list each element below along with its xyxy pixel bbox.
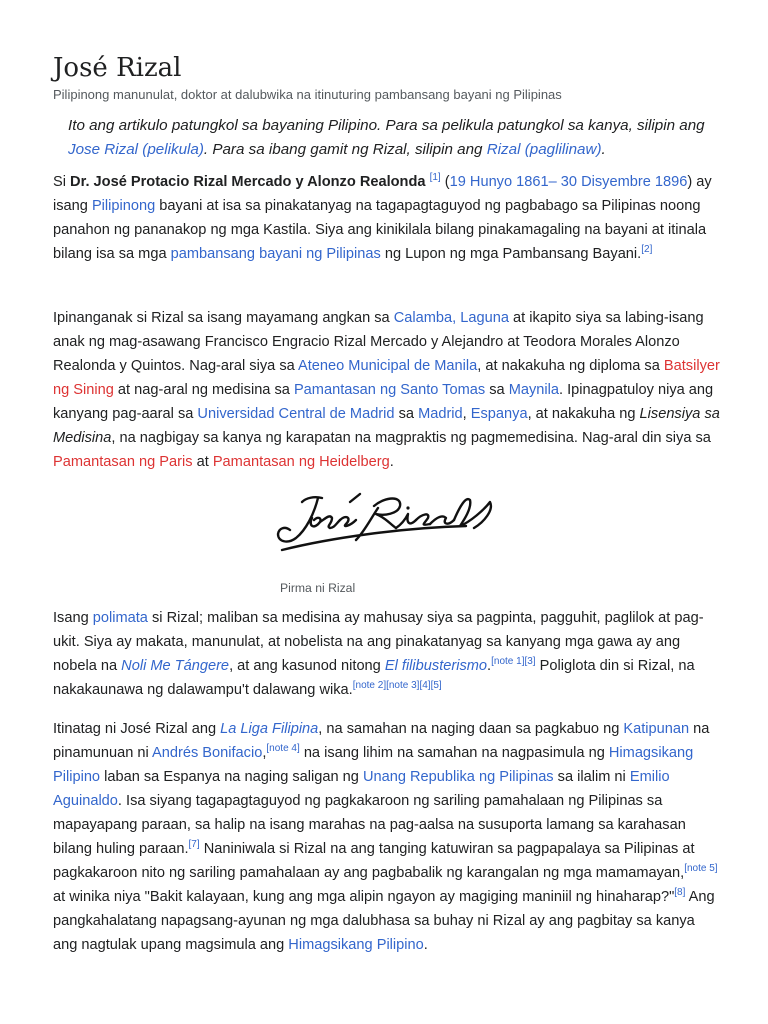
redlink-pamantasan-heidelberg[interactable]: Pamantasan ng Heidelberg bbox=[212, 454, 390, 470]
link-unang-republika[interactable]: Unang Republika ng Pilipinas bbox=[362, 769, 554, 785]
text: , bbox=[462, 406, 471, 422]
reference-link-3[interactable]: [3] bbox=[524, 656, 536, 668]
link-rizal-paglilinaw[interactable]: Rizal (paglilinaw) bbox=[486, 141, 602, 158]
text: , na nagbigay sa kanya ng karapatan na magpraktis ng pagmemedisina. Nag-aral din siya sa bbox=[111, 430, 711, 446]
text: Poliglota din si Rizal, na nakakaunawa ng dalawampu't dalawang wika. bbox=[53, 658, 695, 698]
signature-image bbox=[270, 484, 500, 564]
reference bbox=[491, 656, 535, 667]
reference-link-1[interactable]: [1] bbox=[429, 172, 441, 184]
reference-link-note-4[interactable]: [note 4] bbox=[266, 743, 300, 755]
link-jose-rizal-pelikula[interactable]: Jose Rizal (pelikula) bbox=[68, 141, 204, 158]
text: Ang pangkahalatang napagsang-ayunan ng mga dalubhasa sa buhay ni Rizal ay ang pagbitay sa kanya ang nagtulak upang magsimula ang bbox=[53, 889, 715, 953]
link-himagsikang-pilipino[interactable]: Himagsikang Pilipino bbox=[53, 745, 694, 785]
reference-link-8[interactable]: [8] bbox=[674, 887, 686, 899]
figure-caption: Pirma ni Rizal bbox=[280, 581, 356, 595]
link-emilio-aguinaldo[interactable]: Emilio Aguinaldo bbox=[53, 769, 670, 809]
text: ) ay isang bbox=[53, 174, 712, 214]
link-pilipinong[interactable]: Pilipinong bbox=[91, 198, 156, 214]
link-ateneo[interactable]: Ateneo Municipal de Manila bbox=[297, 358, 478, 374]
text: . bbox=[423, 937, 428, 953]
hatnote bbox=[68, 114, 728, 162]
link-maynila[interactable]: Maynila bbox=[508, 382, 559, 398]
signature-figure bbox=[270, 484, 510, 564]
paragraph-polymath bbox=[53, 606, 721, 702]
reference-link-4[interactable]: [4] bbox=[419, 680, 431, 692]
text: na pinamunuan ni bbox=[53, 721, 710, 761]
reference-link-note-3[interactable]: [note 3] bbox=[386, 680, 420, 692]
text: at winika niya "Bakit kalayaan, kung ang mga alipin ngayon ay magiging maniniil ng hinaharap?" bbox=[53, 889, 675, 905]
link-la-liga-filipina[interactable] bbox=[220, 721, 318, 737]
text: , at nakakuha ng diploma sa bbox=[477, 358, 664, 374]
reference bbox=[674, 887, 685, 898]
reference-link-2[interactable]: [2] bbox=[641, 244, 653, 256]
full-name: Dr. José Protacio Rizal Mercado y Alonzo Realonda bbox=[70, 174, 426, 190]
reference bbox=[430, 172, 441, 183]
link-calamba-laguna[interactable]: Calamba, Laguna bbox=[393, 310, 509, 326]
page-title: José Rizal bbox=[53, 53, 182, 83]
text: Naniniwala si Rizal na ang tanging katuwiran sa pagpapalaya sa Pilipinas at pagkakaroon nito ng sariling pamahalaan ay ang pagbabalik ng karangalan ng mga mamamayan, bbox=[53, 841, 695, 881]
text: na isang lihim na samahan na nagpasimula ng bbox=[299, 745, 609, 761]
link-polimata[interactable]: polimata bbox=[92, 610, 148, 626]
link-dates[interactable]: 19 Hunyo 1861– 30 Disyembre 1896 bbox=[449, 174, 688, 190]
text: sa ilalim ni bbox=[553, 769, 630, 785]
text: ( bbox=[440, 174, 450, 190]
text: , bbox=[262, 745, 267, 761]
noli-title: Noli Me Tángere bbox=[121, 658, 230, 674]
reference-link-note-2[interactable]: [note 2] bbox=[352, 680, 387, 692]
text: Itinatag ni José Rizal ang bbox=[53, 721, 221, 737]
link-madrid[interactable]: Madrid bbox=[418, 406, 463, 422]
text: si Rizal; maliban sa medisina ay mahusay siya sa pagpinta, pagguhit, paglilok at pag-ukit. Siya ay makata, manunulat, at nobelista na ang pinakatanyag sa kanyang mga gawa ay ang nobela na bbox=[53, 610, 704, 674]
link-noli-me-tangere[interactable] bbox=[121, 658, 229, 674]
hatnote-text: . bbox=[601, 141, 606, 158]
reference-link-5[interactable]: [5] bbox=[430, 680, 442, 692]
text: Ipinanganak si Rizal sa isang mayamang angkan sa bbox=[53, 310, 394, 326]
text: Isang bbox=[53, 610, 93, 626]
text: bayani at isa sa pinakatanyag na tagapagtaguyod ng pagbabago sa Pilipinas noong panahon ng pananakop ng mga Kastila. Siya ang kinikilala bilang pinakamagaling na bayani at itinala bilang isa sa mga bbox=[53, 198, 707, 262]
link-espanya[interactable]: Espanya bbox=[470, 406, 528, 422]
text: . Isa siyang tagapagtaguyod ng pagkakaroon ng sariling pamahalaan ng Pilipinas sa mapayapang paraan, sa halip na isang marahas na pag-aalsa na susuporta lamang sa karahasan bilang huling paraan. bbox=[53, 793, 686, 857]
text: laban sa Espanya na naging saligan ng bbox=[100, 769, 363, 785]
text: Si bbox=[53, 174, 71, 190]
redlink-pamantasan-paris[interactable]: Pamantasan ng Paris bbox=[53, 454, 193, 470]
text: , at nakakuha ng bbox=[527, 406, 640, 422]
text: . Ipinagpatuloy niya ang kanyang pag-aaral sa bbox=[53, 382, 714, 422]
reference bbox=[266, 743, 299, 754]
lisensiya-sa-medisina: Lisensiya sa Medisina bbox=[53, 406, 720, 446]
text: sa bbox=[394, 406, 419, 422]
paragraph-intro bbox=[53, 170, 721, 266]
hatnote-text: . Para sa ibang gamit ng Rizal, silipin ang bbox=[203, 141, 487, 158]
redlink-batsilyer-ng-sining[interactable]: Batsilyer ng Sining bbox=[53, 358, 720, 398]
text: at nag-aral ng medisina sa bbox=[113, 382, 294, 398]
link-el-filibusterismo[interactable] bbox=[385, 658, 487, 674]
link-andres-bonifacio[interactable]: Andrés Bonifacio bbox=[152, 745, 263, 761]
text: . bbox=[389, 454, 394, 470]
page-subtitle: Pilipinong manunulat, doktor at dalubwika na itinuturing pambansang bayani ng Pilipinas bbox=[53, 87, 562, 102]
fili-title: El filibusterismo bbox=[384, 658, 488, 674]
liga-title: La Liga Filipina bbox=[220, 721, 319, 737]
reference bbox=[353, 680, 442, 691]
link-himagsikang-pilipino-2[interactable]: Himagsikang Pilipino bbox=[288, 937, 424, 953]
text: ng Lupon ng mga Pambansang Bayani. bbox=[380, 246, 642, 262]
link-katipunan[interactable]: Katipunan bbox=[623, 721, 690, 737]
reference bbox=[189, 839, 200, 850]
text: at bbox=[192, 454, 213, 470]
text: , na samahan na naging daan sa pagkabuo ng bbox=[318, 721, 624, 737]
reference-link-note-5[interactable]: [note 5] bbox=[684, 863, 718, 875]
text: sa bbox=[485, 382, 509, 398]
text: . bbox=[487, 658, 492, 674]
paragraph-la-liga bbox=[53, 717, 721, 957]
link-pamantasan-santo-tomas[interactable]: Pamantasan ng Santo Tomas bbox=[293, 382, 486, 398]
text: at ikapito siya sa labing-isang anak ng mag-asawang Francisco Engracio Rizal Mercado y Alejandro at Teodora Morales Alonzo Realonda y Quintos. Nag-aral siya sa bbox=[53, 310, 704, 374]
reference-link-note-1[interactable]: [note 1] bbox=[491, 656, 525, 668]
paragraph-education bbox=[53, 306, 721, 474]
reference-link-7[interactable]: [7] bbox=[188, 839, 200, 851]
text: , at ang kasunod nitong bbox=[229, 658, 385, 674]
reference bbox=[641, 244, 652, 255]
hatnote-text: Ito ang artikulo patungkol sa bayaning Pilipino. Para sa pelikula patungkol sa kanya, silipin ang bbox=[68, 117, 705, 134]
link-universidad-central-madrid[interactable]: Universidad Central de Madrid bbox=[197, 406, 395, 422]
reference bbox=[684, 863, 717, 874]
link-pambansang-bayani[interactable]: pambansang bayani ng Pilipinas bbox=[170, 246, 381, 262]
